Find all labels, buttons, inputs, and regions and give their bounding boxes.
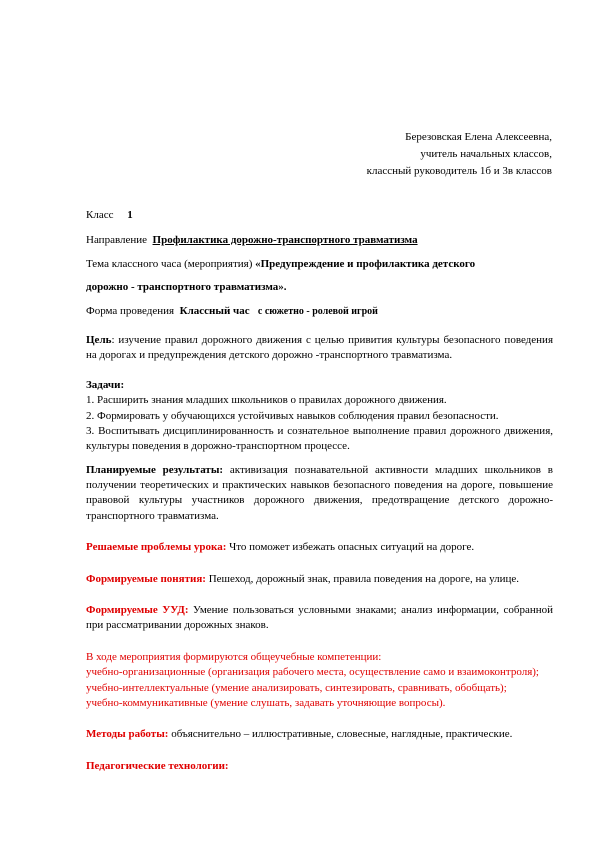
author-name: Березовская Елена Алексеевна,: [405, 131, 552, 143]
class-line: [86, 208, 553, 223]
competency-item-3: учебно-коммуникативные (умение слушать, задавать уточняющие вопросы).: [86, 696, 446, 709]
problems-text: Что поможет избежать опасных ситуаций на дороге.: [226, 541, 475, 554]
form-value-bold: Классный час: [179, 304, 250, 317]
author-role: классный руководитель 1б и 3в классов: [366, 165, 552, 177]
task-item-1: 1. Расширить знания младших школьников о правилах дорожного движения.: [86, 394, 447, 407]
goal-label: Цель: [86, 333, 112, 346]
task-item-3: 3. Воспитывать дисциплинированность и сознательное выполнение правил дорожного движения, культуры поведения в дорожно-транспортном процессе.: [86, 424, 553, 453]
topic-value-1: «Предупреждение и профилактика детского: [255, 257, 476, 270]
direction-label: Направление: [86, 234, 148, 247]
form-value-rest: с сюжетно - ролевой игрой: [257, 305, 378, 317]
class-label: Класс: [86, 209, 114, 221]
author-position: учитель начальных классов,: [420, 148, 552, 160]
concepts-label: Формируемые понятия:: [86, 572, 206, 585]
competency-item-1: учебно-организационные (организация рабочего места, осуществление само и взаимоконтроля);: [86, 666, 539, 679]
goal-text: : изучение правил дорожного движения с целью привития культуры безопасного поведения на дорогах и предупреждения детского дорожно -транспортного травматизма.: [86, 333, 553, 362]
results-paragraph: [86, 463, 553, 525]
uud-label: Формируемые УУД:: [86, 604, 189, 617]
results-label: Планируемые результаты:: [86, 463, 224, 476]
class-value: 1: [127, 209, 133, 221]
concepts-text: Пешеход, дорожный знак, правила поведения на дороге, на улице.: [205, 572, 519, 585]
topic-label: Тема классного часа (мероприятия): [86, 257, 253, 270]
concepts-paragraph: [86, 572, 553, 587]
document-body: [86, 208, 553, 774]
topic-line-1: [86, 257, 553, 272]
competency-item-2: учебно-интеллектуальные (умение анализировать, синтезировать, сравнивать, обобщать);: [86, 681, 507, 694]
results-text: активизация познавательной активности младших школьников в получении теоретических и практических навыков безопасного поведения на дороге, повышение правовой культуры участников дорожного движения, предотвращение детского дорожно-транспортного травматизма.: [86, 463, 554, 522]
problems-label: Решаемые проблемы урока:: [86, 541, 227, 554]
technologies-label: Педагогические технологии:: [86, 759, 229, 772]
tasks-title: Задачи:: [86, 378, 125, 391]
methods-paragraph: [86, 727, 553, 742]
competencies-intro: В ходе мероприятия формируются общеучебные компетенции:: [86, 650, 382, 663]
methods-text: объяснительно – иллюстративные, словесные, наглядные, практические.: [168, 728, 513, 741]
form-label: Форма проведения: [86, 304, 175, 317]
uud-paragraph: [86, 603, 553, 634]
goal-paragraph: [86, 333, 553, 364]
direction-line: [86, 233, 553, 248]
topic-line-2: дорожно - транспортного травматизма».: [86, 281, 287, 294]
form-line: [86, 304, 553, 319]
direction-value: Профилактика дорожно-транспортного травматизма: [152, 234, 418, 247]
problems-paragraph: [86, 540, 553, 555]
author-block: [367, 129, 552, 180]
competencies-block: [86, 650, 553, 712]
task-item-2: 2. Формировать у обучающихся устойчивых навыков соблюдения правил безопасности.: [86, 409, 499, 422]
methods-label: Методы работы:: [86, 728, 169, 741]
uud-text: Умение пользоваться условными знаками; анализ информации, собранной при рассматривании дорожных знаков.: [86, 604, 553, 632]
